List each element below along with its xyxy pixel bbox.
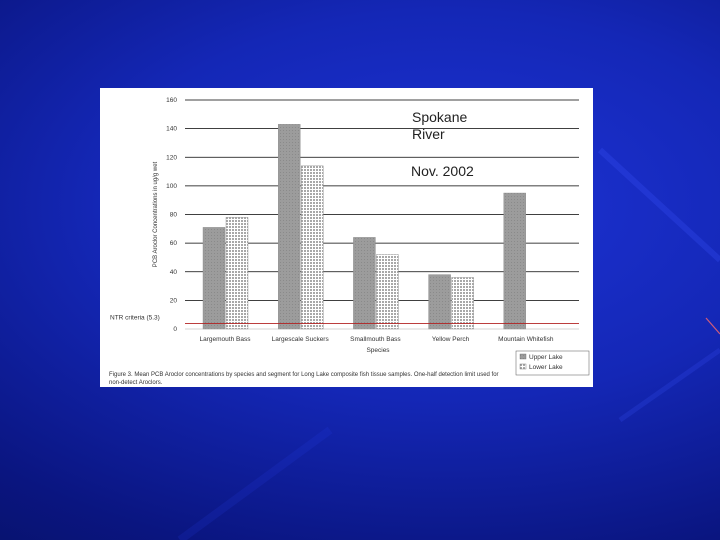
chart-figure [100, 88, 593, 387]
x-tick-label: Mountain Whitefish [498, 336, 554, 343]
legend-swatch-upper-lake [520, 354, 526, 359]
bar-lower-lake [452, 277, 474, 329]
bar-lower-lake [301, 166, 323, 329]
legend-label-lower-lake: Lower Lake [529, 364, 563, 371]
y-tick-label: 140 [166, 125, 177, 133]
bar-lower-lake [376, 255, 398, 329]
x-tick-label: Largemouth Bass [199, 336, 251, 343]
y-tick-label: 0 [173, 326, 177, 333]
y-tick-label: 80 [169, 211, 177, 219]
bar-chart [100, 88, 593, 387]
legend-swatch-lower-lake [520, 364, 526, 369]
ntr-criteria-label: NTR criteria (5.3) [110, 314, 160, 322]
x-tick-label: Yellow Perch [431, 336, 470, 343]
bar-upper-lake [353, 237, 375, 329]
slide-title [412, 109, 467, 143]
x-tick-label: Smallmouth Bass [350, 336, 401, 343]
bar-upper-lake [429, 275, 451, 329]
bar-upper-lake [278, 124, 300, 329]
bar-upper-lake [203, 227, 225, 329]
bar-upper-lake [504, 193, 526, 329]
y-tick-label: 20 [169, 297, 177, 305]
y-tick-label: 120 [166, 154, 177, 162]
slide-title-line1: Spokane [412, 109, 468, 125]
slide-title-line2: River [412, 126, 445, 142]
bar-lower-lake [226, 217, 248, 329]
x-tick-label: Largescale Suckers [271, 336, 329, 343]
x-axis-title: Species [366, 347, 390, 354]
slide-subtitle: Nov. 2002 [411, 163, 474, 179]
y-tick-label: 60 [169, 240, 177, 248]
y-axis-title: PCB Aroclor Concentrations in ug/g wet [153, 161, 159, 268]
y-tick-label: 160 [166, 97, 177, 104]
y-tick-label: 100 [166, 182, 177, 190]
figure-caption: Figure 3. Mean PCB Aroclor concentrations by species and segment for Long Lake composite fish tissue samples. One-half detection limit used for non-detect Aroclors. [109, 372, 499, 386]
y-tick-label: 40 [169, 268, 177, 276]
legend-label-upper-lake: Upper Lake [529, 354, 563, 361]
